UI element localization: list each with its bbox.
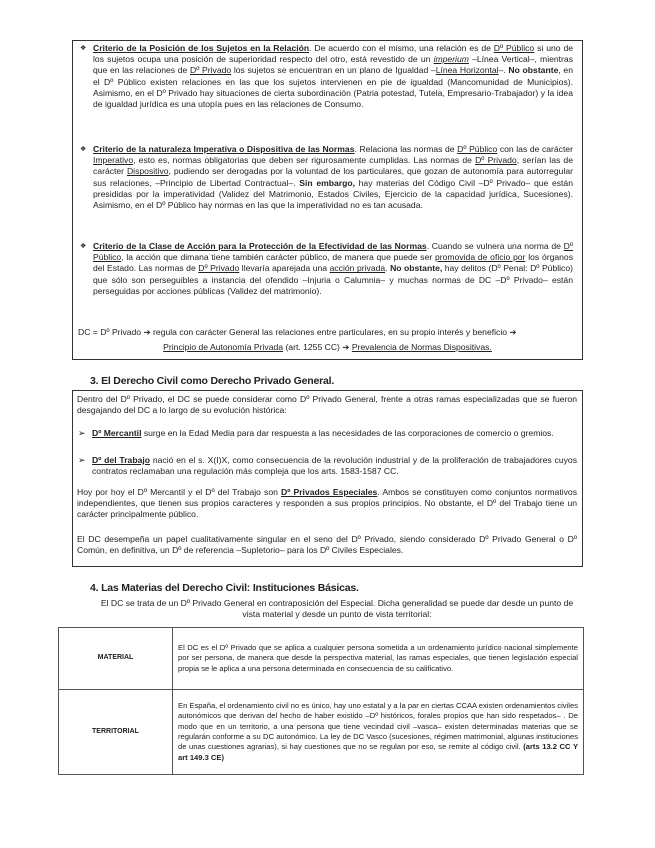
criterion-norms-title: Criterio de la naturaleza Imperativa o Dispositiva de las Normas	[93, 144, 355, 154]
table-row	[59, 628, 584, 690]
arrow-bullet-icon: ➢	[78, 455, 86, 465]
criterion-position-title: Criterio de la Posición de los Sujetos en la Relación	[93, 43, 310, 53]
criterion-action: Criterio de la Clase de Acción para la Protección de la Efectividad de las Normas. Cuando se vulnera una norma de Dº Público, la acción que dimana tiene también carácter público, de manera que puede ser promovida de oficio por los órganos del Estado. Las normas de Dº Privado llevaría aparejada una acción privada. No obstante, hay delitos (Dº Penal: Dº Público) que sólo son perseguibles a instancia del ofendido –Injuria o Calumnia– y muchas normas de DC –Dº Privado– están perseguidas por acciones públicas (Validez del matrimonio).	[93, 241, 573, 296]
bullet-diamond-icon: ❖	[80, 45, 87, 52]
row-text: El DC es el Dº Privado que se aplica a cualquier persona sometida a un ordenamiento jurídico nacional simplemente por ser persona, de manera que desde la perspectiva material, las ramas especiales, que tienen legislación especial propia se le aplica a una persona determinada en consecuencia de su calificativo.	[173, 628, 584, 690]
section-4-intro: El DC se trata de un Dº Privado General en contraposición del Especial. Dicha generalidad se puede dar desde un punto de vista material y desde un punto de vista territorial:	[100, 598, 574, 620]
bullet-trabajo: Dº del Trabajo nació en el s. X(I)X, como consecuencia de la revolución industrial y de la proliferación de trabajadores cuyos contratos reclamaban una regulación más compleja que los arts. 1583-1587 CC.	[92, 455, 577, 477]
section-3-intro: Dentro del Dº Privado, el DC se puede considerar como Dº Privado General, frente a otras ramas especializadas que se fueron desgajando del DC a lo largo de su evolución histórica:	[77, 394, 577, 416]
bullet-mercantil: Dº Mercantil surge en la Edad Media para dar respuesta a las necesidades de las corporaciones de comercio o gremios.	[92, 428, 554, 438]
table-row	[59, 690, 584, 775]
arrow-bullet-icon: ➢	[78, 428, 86, 438]
section-4-heading: 4. Las Materias del Derecho Civil: Instituciones Básicas.	[90, 582, 359, 594]
criterion-action-title: Criterio de la Clase de Acción para la Protección de la Efectividad de las Normas	[93, 241, 427, 251]
row-label: MATERIAL	[59, 628, 173, 690]
row-text: En España, el ordenamiento civil no es único, hay uno estatal y a la par en ciertas CCAA existen ordenamientos civiles autonómicos que derivan del hecho de haber existido –Dº históricos, forales propios que han sido respetados– . De modo que en un territorio, a una persona que tiene vecindad civil –vasca– existen determinadas materias que se regularán conforme a su DC autonómico. La ley de DC Vasco (sucesiones, régimen matrimonial, algunas instituciones de unas cuestiones agrarias), si hay cuestiones que no se regulan por eso, se remite al código civil. (arts 13.2 CC Y art 149.3 CE)	[173, 690, 584, 775]
materias-table	[58, 627, 584, 775]
section-3-paragraph-2: Hoy por hoy el Dº Mercantil y el Dº del Trabajo son Dº Privados Especiales. Ambos se constituyen como conjuntos normativos independientes, que tienen sus propios caracteres y responden a sus propios principios. No obstante, el Dº del Trabajo tiene un carácter principalmente público.	[77, 487, 577, 520]
bullet-diamond-icon: ❖	[80, 146, 87, 153]
criterion-position: Criterio de la Posición de los Sujetos en la Relación. De acuerdo con el mismo, una relación es de Dº Público si uno de los sujetos ocupa una posición de superioridad respecto del otro, está revestido de un imperium –Línea Vertical–, mientras que en las relaciones de Dº Privado los sujetos se encuentran en un plano de Igualdad –Línea Horizontal–. No obstante, en el Dº Público existen relaciones en las que los sujetos intervienen en pie de igualdad (Mancomunidad de Municipios). Asimismo, en el Dº Privado hay situaciones de cierta subordinación (Patria potestad, Tutela, Empresario-Trabajador) y la idea de igualdad jurídica es una utopía pues en las relaciones de Consumo.	[93, 43, 574, 110]
row-label: TERRITORIAL	[59, 690, 173, 775]
dc-summary-line-2: Principio de Autonomía Privada (art. 1255 CC) ➔ Prevalencia de Normas Dispositivas.	[163, 342, 492, 352]
section-3-paragraph-3: El DC desempeña un papel cualitativamente singular en el seno del Dº Privado, siendo considerado Dº Privado General o Dº Común, en definitiva, un Dº de referencia –Supletorio– para los Dº Civiles Especiales.	[77, 534, 577, 556]
dc-summary-line-1: DC = Dº Privado ➔ regula con carácter General las relaciones entre particulares, en su propio interés y beneficio ➔	[78, 327, 517, 337]
bullet-diamond-icon: ❖	[80, 243, 87, 250]
section-3-heading: 3. El Derecho Civil como Derecho Privado General.	[90, 375, 335, 387]
criterion-norms: Criterio de la naturaleza Imperativa o Dispositiva de las Normas. Relaciona las normas de Dº Público con las de carácter Imperativo, esto es, normas obligatorias que deben ser rigurosamente cumplidas. Las normas de Dº Privado, serían las de carácter Dispositivo, pudiendo ser derogadas por la voluntad de los particulares, que gozan de autonomía para autorregular sus relaciones, –Principio de Libertad Contractual–. Sin embargo, hay materias del Código Civil –Dº Privado– que están presididas por la imperatividad (Validez del Matrimonio, Estados Civiles, Ejercicio de la capacidad jurídica, Sucesiones). Asimismo, en el Dº Público hay normas en las que la imperatividad no es tan acusada.	[93, 144, 573, 211]
